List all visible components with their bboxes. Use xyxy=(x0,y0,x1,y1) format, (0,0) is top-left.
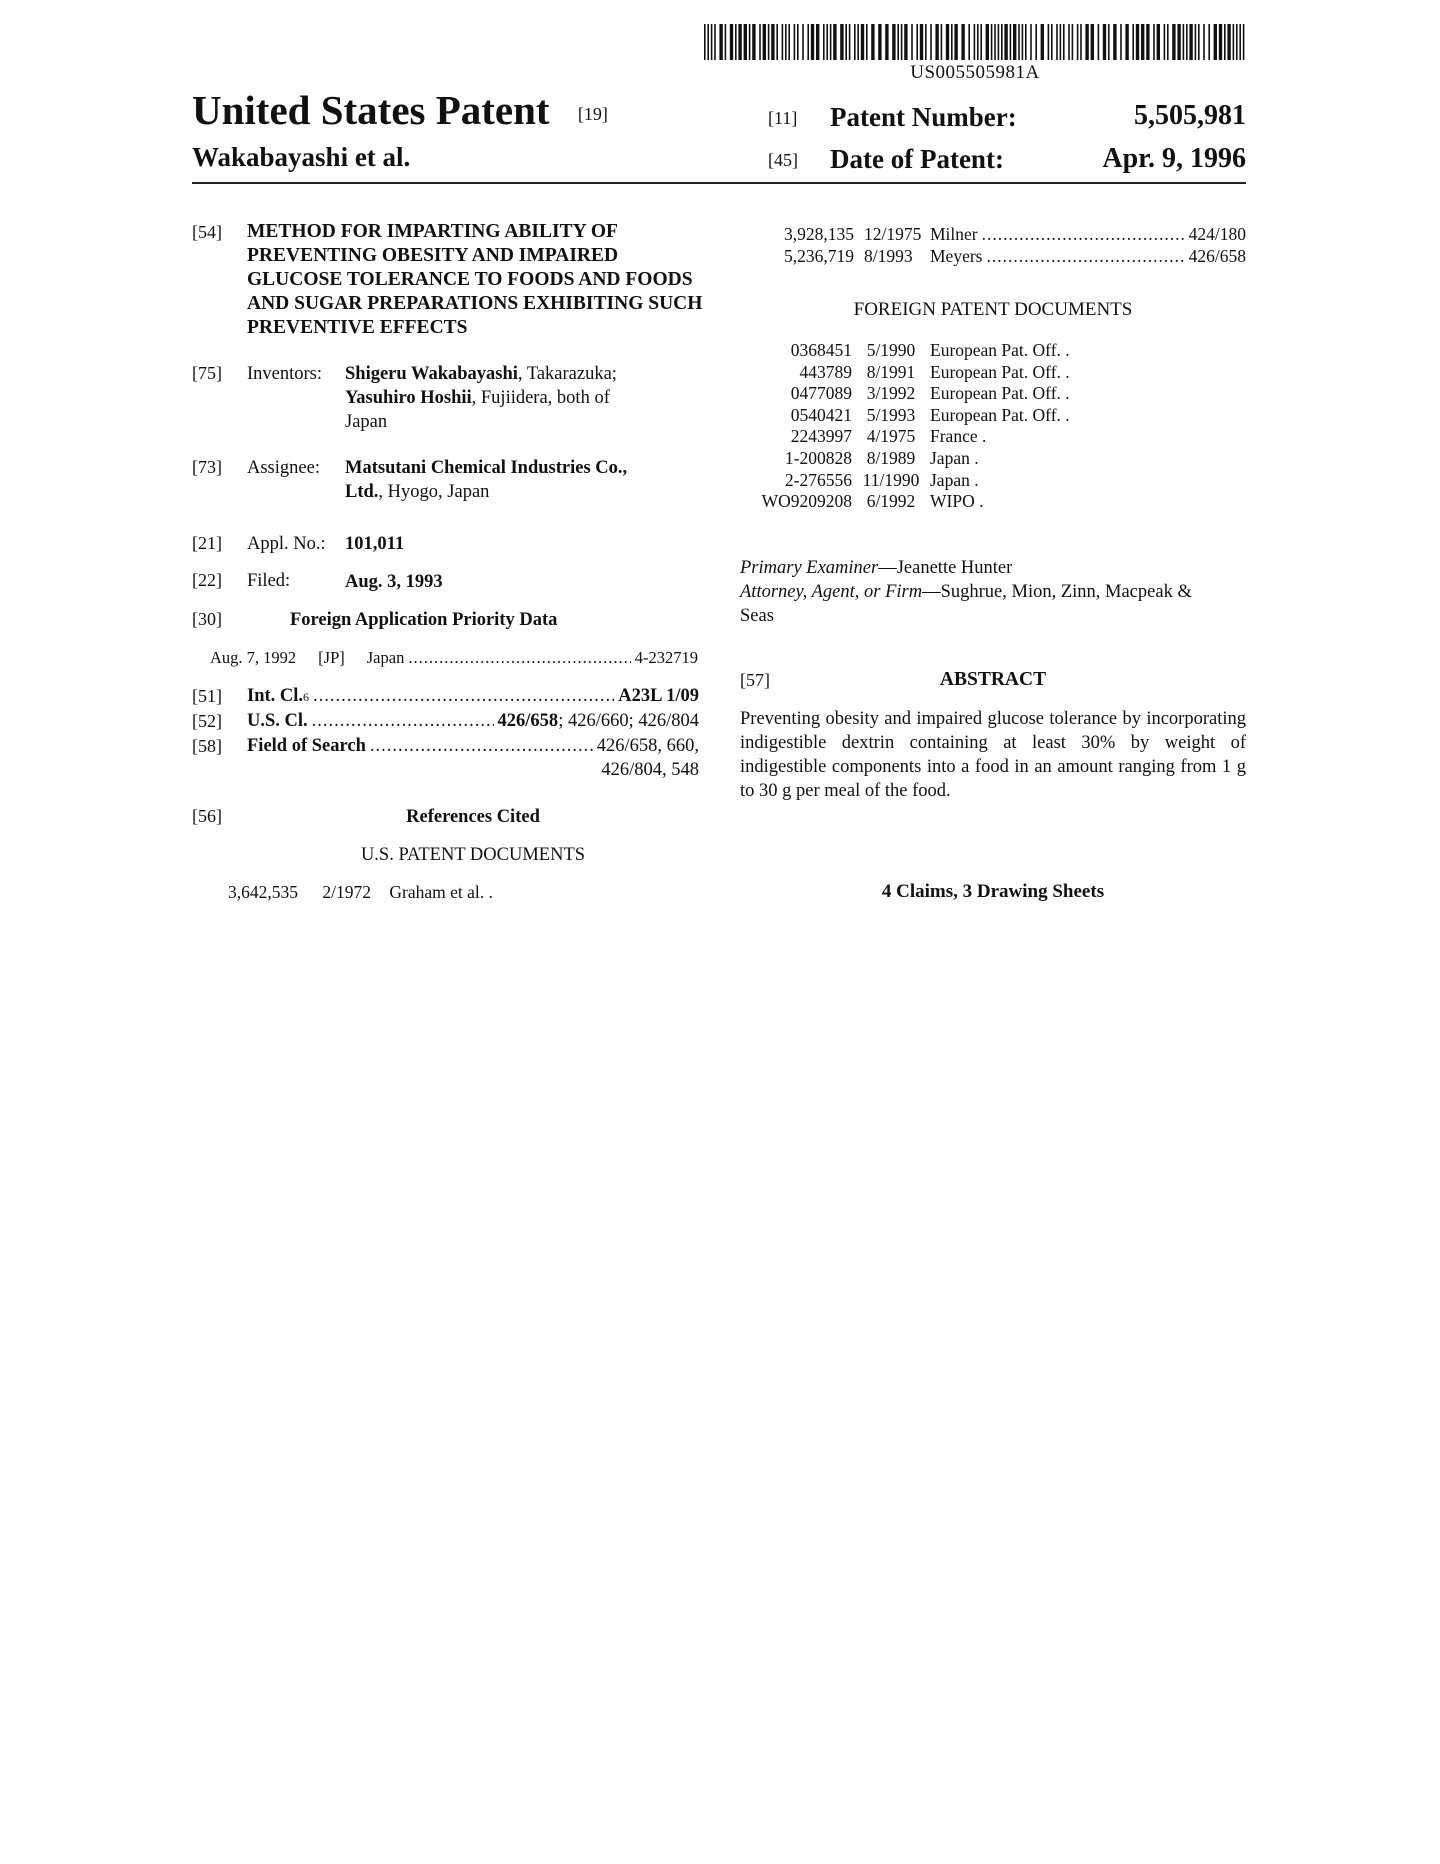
barcode-bar xyxy=(854,24,856,60)
invention-title: METHOD FOR IMPARTING ABILITY OF PREVENTING OBESITY AND IMPAIRED GLUCOSE TOLERANCE TO FOODS AND FOODS AND SUGAR PREPARATIONS EXHIBITING SUCH PREVENTIVE EFFECTS xyxy=(247,221,703,338)
foreign-doc-row xyxy=(740,470,1130,492)
barcode-bar xyxy=(904,24,907,60)
barcode-bar xyxy=(845,24,847,60)
foreign-doc-country: France . xyxy=(930,426,987,447)
barcode-bar xyxy=(951,24,953,60)
barcode-bar xyxy=(1125,24,1128,60)
foreign-doc-row xyxy=(740,426,1130,448)
barcode-bar xyxy=(1001,24,1003,60)
barcode-bar xyxy=(998,24,1000,60)
barcode-bar xyxy=(916,24,918,60)
barcode-bar xyxy=(771,24,774,60)
barcode-bar xyxy=(1108,24,1110,60)
priority-code: [30] xyxy=(192,609,222,629)
barcode-bar xyxy=(946,24,949,60)
primary-examiner-label: Primary Examiner xyxy=(740,558,879,578)
barcode-bar xyxy=(1233,24,1235,60)
foreign-doc-row xyxy=(740,383,1130,405)
barcode-bar xyxy=(782,24,784,60)
barcode-bar xyxy=(823,24,825,60)
barcode-bar xyxy=(1056,24,1058,60)
barcode-bar xyxy=(1183,24,1185,60)
us-doc-class: 424/180 xyxy=(1188,224,1246,244)
foreign-doc-number: WO9209208 xyxy=(761,491,852,512)
barcode-bar xyxy=(1120,24,1122,60)
barcode-bar xyxy=(1198,24,1200,60)
filed-label: Filed: xyxy=(247,571,291,591)
barcode-bar xyxy=(1239,24,1241,60)
barcode-bar xyxy=(866,24,868,60)
barcode-bar xyxy=(1048,24,1050,60)
abstract-heading: ABSTRACT xyxy=(939,669,1047,690)
barcode-bar xyxy=(1208,24,1210,60)
foreign-doc-country: Japan . xyxy=(930,447,979,468)
barcode-bar xyxy=(1146,24,1149,60)
int-cl-code: [51] xyxy=(192,686,222,706)
foreign-doc-country: European Pat. Off. . xyxy=(930,340,1070,360)
foreign-doc-row xyxy=(740,448,1130,470)
int-cl-sup: 6 xyxy=(303,690,310,704)
barcode-bar xyxy=(1243,24,1245,60)
inventor-2-place: , Fujiidera, both of xyxy=(471,388,610,408)
barcode-bar xyxy=(704,24,706,60)
foreign-doc-row xyxy=(740,340,1130,362)
priority-row xyxy=(210,646,698,670)
barcode-bar xyxy=(1068,24,1070,60)
us-doc-row xyxy=(774,246,1246,267)
priority-country: Japan xyxy=(366,648,405,667)
barcode-number: US005505981A xyxy=(910,62,1040,83)
int-cl-label: Int. Cl. xyxy=(247,686,304,706)
assignee-name: Matsutani Chemical Industries Co., xyxy=(345,458,628,478)
abstract-code: [57] xyxy=(740,670,770,690)
barcode-bar xyxy=(1004,24,1007,60)
barcode-bar xyxy=(1103,24,1106,60)
barcode-bar xyxy=(920,24,923,60)
barcode-bar xyxy=(911,24,913,60)
examiner-block xyxy=(740,556,1246,628)
patent-number-value: 5,505,981 xyxy=(1134,100,1246,131)
barcode-bar xyxy=(1098,24,1100,60)
foreign-doc-country: WIPO . xyxy=(930,491,984,512)
barcode-bar xyxy=(961,24,964,60)
barcode-bar xyxy=(1091,24,1094,60)
attorney-name-2: Seas xyxy=(740,606,774,626)
barcode-bar xyxy=(1203,24,1205,60)
barcode-bar xyxy=(1013,24,1016,60)
barcode-bar xyxy=(954,24,957,60)
us-doc-number: 5,236,719 xyxy=(784,246,854,266)
foreign-doc-row xyxy=(740,405,1130,427)
barcode-bar xyxy=(707,24,709,60)
barcode-bar xyxy=(763,24,766,60)
foreign-doc-date: 8/1989 xyxy=(866,447,916,468)
foreign-doc-date: 6/1992 xyxy=(866,491,916,512)
barcode-bar xyxy=(1022,24,1024,60)
foreign-doc-number: 0540421 xyxy=(790,404,852,425)
barcode-bar xyxy=(849,24,851,60)
appl-no-label: Appl. No.: xyxy=(247,534,326,554)
barcode-bar xyxy=(991,24,993,60)
us-cl-label: U.S. Cl. xyxy=(247,711,308,731)
barcode-bar xyxy=(1025,24,1027,60)
barcode-bar xyxy=(1177,24,1180,60)
claims-summary: 4 Claims, 3 Drawing Sheets xyxy=(881,881,1105,902)
barcode-bar xyxy=(1030,24,1032,60)
us-doc-row xyxy=(228,882,493,903)
barcode-bar xyxy=(974,24,976,60)
barcode-bar xyxy=(752,24,755,60)
priority-heading: Foreign Application Priority Data xyxy=(290,610,558,630)
barcode-bar xyxy=(1164,24,1166,60)
header-rule xyxy=(192,182,1246,184)
us-doc-number: 3,642,535 xyxy=(228,882,298,902)
foreign-doc-number: 2243997 xyxy=(790,426,852,447)
barcode-bar xyxy=(901,24,903,60)
foreign-doc-row xyxy=(740,362,1130,384)
filed-value: Aug. 3, 1993 xyxy=(345,572,443,592)
barcode-bar xyxy=(1141,24,1144,60)
foreign-doc-date: 5/1993 xyxy=(866,404,916,425)
priority-number: 4-232719 xyxy=(634,648,698,667)
barcode-bar xyxy=(1189,24,1192,60)
foreign-doc-row xyxy=(740,491,1130,513)
us-doc-name: Milner xyxy=(930,224,978,244)
foreign-docs-heading: FOREIGN PATENT DOCUMENTS xyxy=(853,299,1133,320)
barcode-bar xyxy=(711,24,713,60)
patent-office-title: United States Patent [19] xyxy=(192,87,608,133)
us-doc-row xyxy=(774,224,1246,245)
barcode-bar xyxy=(1041,24,1044,60)
inventors-code: [75] xyxy=(192,363,222,383)
us-doc-name: Graham et al. . xyxy=(389,882,493,902)
barcode-bar xyxy=(826,24,828,60)
barcode-image xyxy=(704,24,1246,60)
us-doc-number: 3,928,135 xyxy=(784,224,854,244)
foreign-doc-country: European Pat. Off. . xyxy=(930,404,1070,425)
patent-number-label: Patent Number: xyxy=(830,102,1017,132)
leader-dots xyxy=(370,734,593,758)
field-of-search-value-2: 426/804, 548 xyxy=(601,760,699,780)
barcode-bar xyxy=(1010,24,1012,60)
foreign-doc-date: 8/1991 xyxy=(866,361,916,382)
foreign-doc-number: 2-276556 xyxy=(784,469,852,490)
barcode-bar xyxy=(802,24,804,60)
barcode-bar xyxy=(968,24,970,60)
barcode-bar xyxy=(759,24,761,60)
int-cl-row xyxy=(247,684,699,709)
field-of-search-value-1: 426/658, 660, xyxy=(596,736,699,756)
barcode-bar xyxy=(1113,24,1116,60)
filed-code: [22] xyxy=(192,570,222,590)
barcode-bar xyxy=(930,24,932,60)
foreign-doc-date: 11/1990 xyxy=(862,469,920,490)
barcode-bar xyxy=(833,24,836,60)
foreign-doc-date: 3/1992 xyxy=(866,383,916,404)
barcode-bar xyxy=(871,24,874,60)
us-cl-code: [52] xyxy=(192,711,222,731)
barcode-bar xyxy=(1085,24,1088,60)
abstract-text: Preventing obesity and impaired glucose tolerance by incorporating indigestible dextrin containing at least 30% by weight of indigestible components into a food in an amount ranging from 1 g to 30 g per meal of the food. xyxy=(740,709,1246,801)
authors: Wakabayashi et al. xyxy=(192,142,411,172)
barcode-bar xyxy=(830,24,832,60)
barcode-bar xyxy=(885,24,888,60)
barcode-bar xyxy=(714,24,716,60)
barcode-bar xyxy=(861,24,864,60)
references-code: [56] xyxy=(192,806,222,826)
assignee-label: Assignee: xyxy=(247,458,320,478)
primary-examiner-name: —Jeanette Hunter xyxy=(878,558,1013,578)
barcode-bar xyxy=(807,24,809,60)
barcode-bar xyxy=(980,24,982,60)
foreign-doc-date: 4/1975 xyxy=(866,426,916,447)
field-of-search-row xyxy=(247,734,699,758)
barcode-bar xyxy=(1080,24,1082,60)
us-doc-name: Meyers xyxy=(930,246,983,266)
priority-date: Aug. 7, 1992 xyxy=(210,648,297,667)
barcode-bar xyxy=(1063,24,1065,60)
barcode-bar xyxy=(1153,24,1155,60)
inventor-2: Yasuhiro Hoshii xyxy=(345,388,472,408)
barcode-bar xyxy=(857,24,859,60)
barcode-bar xyxy=(1236,24,1238,60)
inventor-1-place: , Takarazuka; xyxy=(517,364,617,384)
foreign-doc-country: Japan . xyxy=(930,469,979,490)
barcode-bar xyxy=(1224,24,1226,60)
date-value: Apr. 9, 1996 xyxy=(1102,143,1246,174)
foreign-doc-country: European Pat. Off. . xyxy=(930,361,1070,382)
leader-dots xyxy=(312,709,494,733)
date-label: Date of Patent: xyxy=(830,144,1004,174)
field-of-search-label: Field of Search xyxy=(247,736,366,756)
barcode-bar xyxy=(840,24,843,60)
barcode-bar xyxy=(1157,24,1160,60)
priority-country-code: [JP] xyxy=(318,648,345,667)
barcode-bar xyxy=(1060,24,1062,60)
barcode-bar xyxy=(738,24,741,60)
references-heading: References Cited xyxy=(406,807,540,827)
barcode-bar xyxy=(730,24,733,60)
barcode-bar xyxy=(794,24,796,60)
inventors-value xyxy=(345,362,705,434)
barcode-bar xyxy=(1018,24,1020,60)
assignee-value xyxy=(345,456,705,504)
foreign-docs-table xyxy=(740,340,1130,513)
foreign-doc-number: 443789 xyxy=(799,361,852,382)
foreign-doc-number: 1-200828 xyxy=(784,447,852,468)
barcode-bar xyxy=(1035,24,1037,60)
appl-no-code: [21] xyxy=(192,533,222,553)
assignee-name-2: Ltd. xyxy=(345,482,379,502)
barcode-bar xyxy=(1219,24,1222,60)
us-patent-docs-heading: U.S. PATENT DOCUMENTS xyxy=(360,845,586,865)
barcode-bar xyxy=(994,24,996,60)
barcode-bar xyxy=(725,24,727,60)
inventor-1: Shigeru Wakabayashi xyxy=(345,364,518,384)
assignee-code: [73] xyxy=(192,457,222,477)
barcode-bar xyxy=(935,24,938,60)
barcode-bar xyxy=(1172,24,1175,60)
us-cl-row xyxy=(247,709,699,733)
barcode-bar xyxy=(1132,24,1134,60)
barcode-bar xyxy=(941,24,943,60)
barcode-bar xyxy=(735,24,737,60)
barcode-bar xyxy=(1051,24,1053,60)
barcode-bar xyxy=(811,24,814,60)
barcode-bar xyxy=(776,24,778,60)
us-doc-date: 2/1972 xyxy=(322,882,371,902)
title-code: [19] xyxy=(577,104,608,125)
appl-no-value: 101,011 xyxy=(345,534,405,554)
barcode-bar xyxy=(788,24,790,60)
us-doc-class: 426/658 xyxy=(1188,246,1246,266)
attorney-label: Attorney, Agent, or Firm xyxy=(740,582,923,602)
inventor-country: Japan xyxy=(345,412,388,432)
barcode-bar xyxy=(1077,24,1079,60)
leader-dots xyxy=(982,224,1185,245)
patent-number-code: [11] xyxy=(768,108,798,128)
barcode-bar xyxy=(1195,24,1197,60)
barcode-bar xyxy=(1214,24,1217,60)
barcode-bar xyxy=(878,24,881,60)
barcode-bar xyxy=(785,24,787,60)
barcode-bar xyxy=(719,24,722,60)
barcode-bar xyxy=(1186,24,1188,60)
barcode-bar xyxy=(768,24,770,60)
barcode-bar xyxy=(1136,24,1139,60)
barcode-bar xyxy=(744,24,747,60)
title-code: [54] xyxy=(192,222,222,242)
attorney-name: —Sughrue, Mion, Zinn, Macpeak & xyxy=(922,582,1192,602)
foreign-doc-date: 5/1990 xyxy=(866,340,916,360)
barcode-bar xyxy=(897,24,899,60)
barcode-bar xyxy=(1227,24,1230,60)
assignee-place: , Hyogo, Japan xyxy=(378,482,490,502)
barcode-bar xyxy=(816,24,819,60)
barcode-bar xyxy=(1072,24,1074,60)
leader-dots xyxy=(986,246,1184,267)
us-cl-value-rest: ; 426/660; 426/804 xyxy=(558,711,699,731)
leader-dots xyxy=(313,684,614,708)
barcode-bar xyxy=(797,24,799,60)
field-of-search-code: [58] xyxy=(192,736,222,756)
foreign-doc-number: 0477089 xyxy=(790,383,852,404)
us-doc-date: 8/1993 xyxy=(864,246,913,266)
us-doc-date: 12/1975 xyxy=(864,224,922,244)
int-cl-value: A23L 1/09 xyxy=(618,686,699,706)
barcode-bar xyxy=(986,24,989,60)
us-cl-value-main: 426/658 xyxy=(497,711,559,731)
barcode-bar xyxy=(977,24,979,60)
barcode-bar xyxy=(892,24,895,60)
date-code: [45] xyxy=(768,150,798,170)
barcode-bar xyxy=(925,24,927,60)
foreign-doc-number: 0368451 xyxy=(790,340,852,360)
barcode-bar xyxy=(1167,24,1169,60)
foreign-doc-country: European Pat. Off. . xyxy=(930,383,1070,404)
inventors-label: Inventors: xyxy=(247,364,323,384)
barcode-bar xyxy=(749,24,751,60)
leader-dots xyxy=(408,646,630,670)
